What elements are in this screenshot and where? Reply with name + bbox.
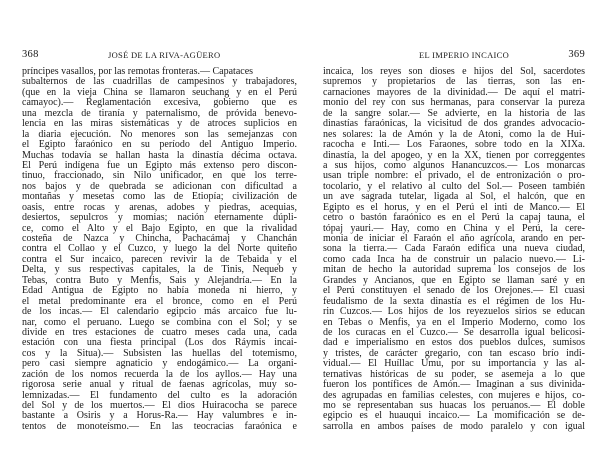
text-line: como cada Inca ha de construir un palacio nuevo.— Li- <box>323 253 585 265</box>
right-page-header <box>323 49 585 61</box>
text-line: ce, como el Alto y el Bajo Egipto, en que la rivalidad <box>22 222 297 234</box>
text-line: rigorosa serie anual y ritual de faenas agrícolas, muy so- <box>22 379 297 391</box>
text-line: el Egipto faraónico en su período del Antiguo Imperio. <box>22 139 297 151</box>
text-line: rin Cuzcos.— Los hijos de los reyezuelos sirios se educan <box>323 306 585 318</box>
text-line: nar, como el peruano. Luego se combina con el Sol; y se <box>22 316 297 328</box>
running-head: EL IMPERIO INCAICO <box>419 50 510 60</box>
text-line: estación con una fiesta principal (Los dos Ráymis incai- <box>22 337 297 349</box>
text-line: nos bajos y de quebrada se adicionan con dificultad a <box>22 180 297 192</box>
text-line: fueron los pontífices de Amón.— Imaginan a sus divinida- <box>323 379 585 391</box>
right-page-text <box>323 67 585 432</box>
text-line: del Sol y de los muertos.— El dios Huiracocha se parece <box>22 400 297 411</box>
text-line: (que en la vieja China se llamaron seuchang y en el Perú <box>22 86 297 98</box>
text-line: contra el Collao y el Cuzco, y luego la del Norte quiteño <box>22 243 297 255</box>
text-line: cos y la Situa).— Subsisten las huellas del totemismo, <box>22 347 297 359</box>
text-line: a sus hijos, como algunos Hanancuzcos.— Los monarcas <box>323 159 585 171</box>
text-line: Tebas, contra Buto y Menfis, Sais y Alejandría.— En la <box>22 274 297 286</box>
running-head: JOSÉ DE LA RIVA-AGÜERO <box>108 50 221 60</box>
text-line: ternativas históricas de su poder, se asemeja a lo que <box>323 368 585 380</box>
text-line: monio del rey con sus hermanas, para conservar la pureza <box>323 97 585 109</box>
text-line: el metal predominante era el bronce, como en el Perú <box>22 295 297 307</box>
text-line: contra el Sur incaico, parecen revivir la de Tebaida y el <box>22 253 297 265</box>
page-number: 368 <box>22 49 39 60</box>
text-line: nes solares: la de Amón y la de Atoni, como la de Hui- <box>323 128 585 140</box>
text-line: sona la tierra.— Cada Faraón edifica una nueva ciudad, <box>323 243 585 255</box>
text-line: lemnizadas.— El fundamento del culto es la adoración <box>22 389 297 401</box>
text-line: el Perú constituyen el senado de los Orejones.— El cuasi <box>323 285 585 297</box>
text-line: tentos de monoteísmo.— En las teocracias faraónica e <box>22 420 297 432</box>
text-line: dad e imperialismo en estos dos pueblos dulces, sumisos <box>323 337 585 349</box>
left-page-text <box>22 67 297 432</box>
text-line: una mezcla de tiranía y paternalismo, de próvida benevo- <box>22 107 297 119</box>
text-line: príncipes vasallos, por las remotas fronteras.— Capataces <box>22 66 254 77</box>
text-line: tocolario, y el relativo al culto del Sol.— Poseen también <box>323 180 585 192</box>
text-line: dinastías faraónicas, la vicisitud de dos grandes advocacio- <box>323 118 585 130</box>
text-line: la diaria ejecución. No menores son las semejanzas con <box>22 128 297 140</box>
text-line: usan triple nombre: el privado, el de entronización o pro- <box>323 170 585 182</box>
text-line: bastante a Osiris y a Horus-Ra.— Hay valumbres e in- <box>22 410 297 422</box>
text-line: mo se representaban sus huacas los peruanos.— El doble <box>323 400 585 411</box>
text-line: en Tebas o Menfis, ya en el Imperio Moderno, como los <box>323 316 585 328</box>
text-line: Edad Antigua de Egipto no había moneda ni hierro, y <box>22 285 297 297</box>
left-page <box>22 0 297 458</box>
text-line: des agrupadas en familias celestes, con mujeres e hijos, co- <box>323 389 585 401</box>
page-number: 369 <box>568 49 585 60</box>
text-line: tinuo, fraccionado, sin Nilo unificador, en que los terre- <box>22 170 297 182</box>
text-line: camayoc).— Reglamentación excesiva, gobierno que es <box>22 97 297 109</box>
text-line: supremos y propietarios de las tierras, son las en- <box>323 76 585 88</box>
text-line: Muchas todavía se hallan hasta la dinastía décima octava. <box>22 149 297 161</box>
text-line: pero casi siempre agnaticio y endogámico.— La organi- <box>22 358 297 370</box>
text-line: y tristes, de carácter gregario, con tan escaso brío indi- <box>323 347 585 359</box>
text-line: incaica, los reyes son dioses e hijos del Sol, sacerdotes <box>323 66 585 77</box>
text-line: mitan de hecho la autoridad suprema los consejos de los <box>323 264 585 276</box>
text-line: carnaciones mayores de la divinidad.— De aquí el matri- <box>323 86 585 98</box>
text-line: zación de los nomos recuerda la de los ayllos.— Hay una <box>22 368 297 380</box>
text-line: de los incas.— El calendario egipcio más arcaico fue lu- <box>22 306 297 318</box>
text-line: costeña de Nazca y Chincha, Pachacámaj y Chanchán <box>22 233 297 244</box>
text-line: racocha e Inti.— Los Faraones, sobre todo en la XIXa. <box>323 139 585 151</box>
text-line: un ave sagrada tutelar, ligada al Sol, el halcón, que en <box>323 191 585 203</box>
left-page-header <box>22 49 297 61</box>
text-line: feudalismo de la sexta dinastía es el régimen de los Hu- <box>323 295 585 307</box>
text-line: dinastía, la del apogeo, y en la XX, tienen por correggentes <box>323 149 585 161</box>
text-line: de la sangre solar.— Se advierte, en la historia de las <box>323 107 585 119</box>
text-line: monia de iniciar el Faraón el año agrícola, arando en per- <box>323 233 585 244</box>
text-line: Egipto es el horus, y en el Perú el inti de Manco.— El <box>323 201 585 213</box>
text-line: subalternos de las cuadrillas de campesinos y trabajadores, <box>22 76 297 88</box>
text-line: desiertos, sepulcros y momias; nación eternamente dúpli- <box>22 212 297 224</box>
text-line: Delta, y sus respectivas capitales, la de Tinis, Nequeb y <box>22 264 297 276</box>
text-line: de los curacas en el Cuzco.— Se desarrolla igual belicosi- <box>323 326 585 338</box>
text-line: egipcio es el huauqui incaico.— La momificación se de- <box>323 410 585 422</box>
text-line: sarrolla en ambos países de modo paralelo y con igual <box>323 420 585 432</box>
text-line: vidual.— El Huíllac Umu, por su importancia y las al- <box>323 358 585 370</box>
text-line: oasis, entre rocas y arenas, adobes y piedras, acequias, <box>22 201 297 213</box>
text-line: lencia en las miras sistemáticas y de atroces suplicios en <box>22 118 297 130</box>
text-line: divide en tres estaciones de cuatro meses cada una, cada <box>22 326 297 338</box>
text-line: montañas y mesetas como las de Etiopía; civilización de <box>22 191 297 203</box>
text-line: cetro o bastón faraónico es en el Perú la capaj tauna, el <box>323 212 585 224</box>
text-line: tópaj yauri.— Hay, como en China y el Perú, la cere- <box>323 222 585 234</box>
text-line: Grandes y Ancianos, que en Egipto se llaman saré y en <box>323 274 585 286</box>
text-line: El Perú indígena fue un Egipto más extenso pero discon- <box>22 159 297 171</box>
right-page <box>323 0 585 458</box>
